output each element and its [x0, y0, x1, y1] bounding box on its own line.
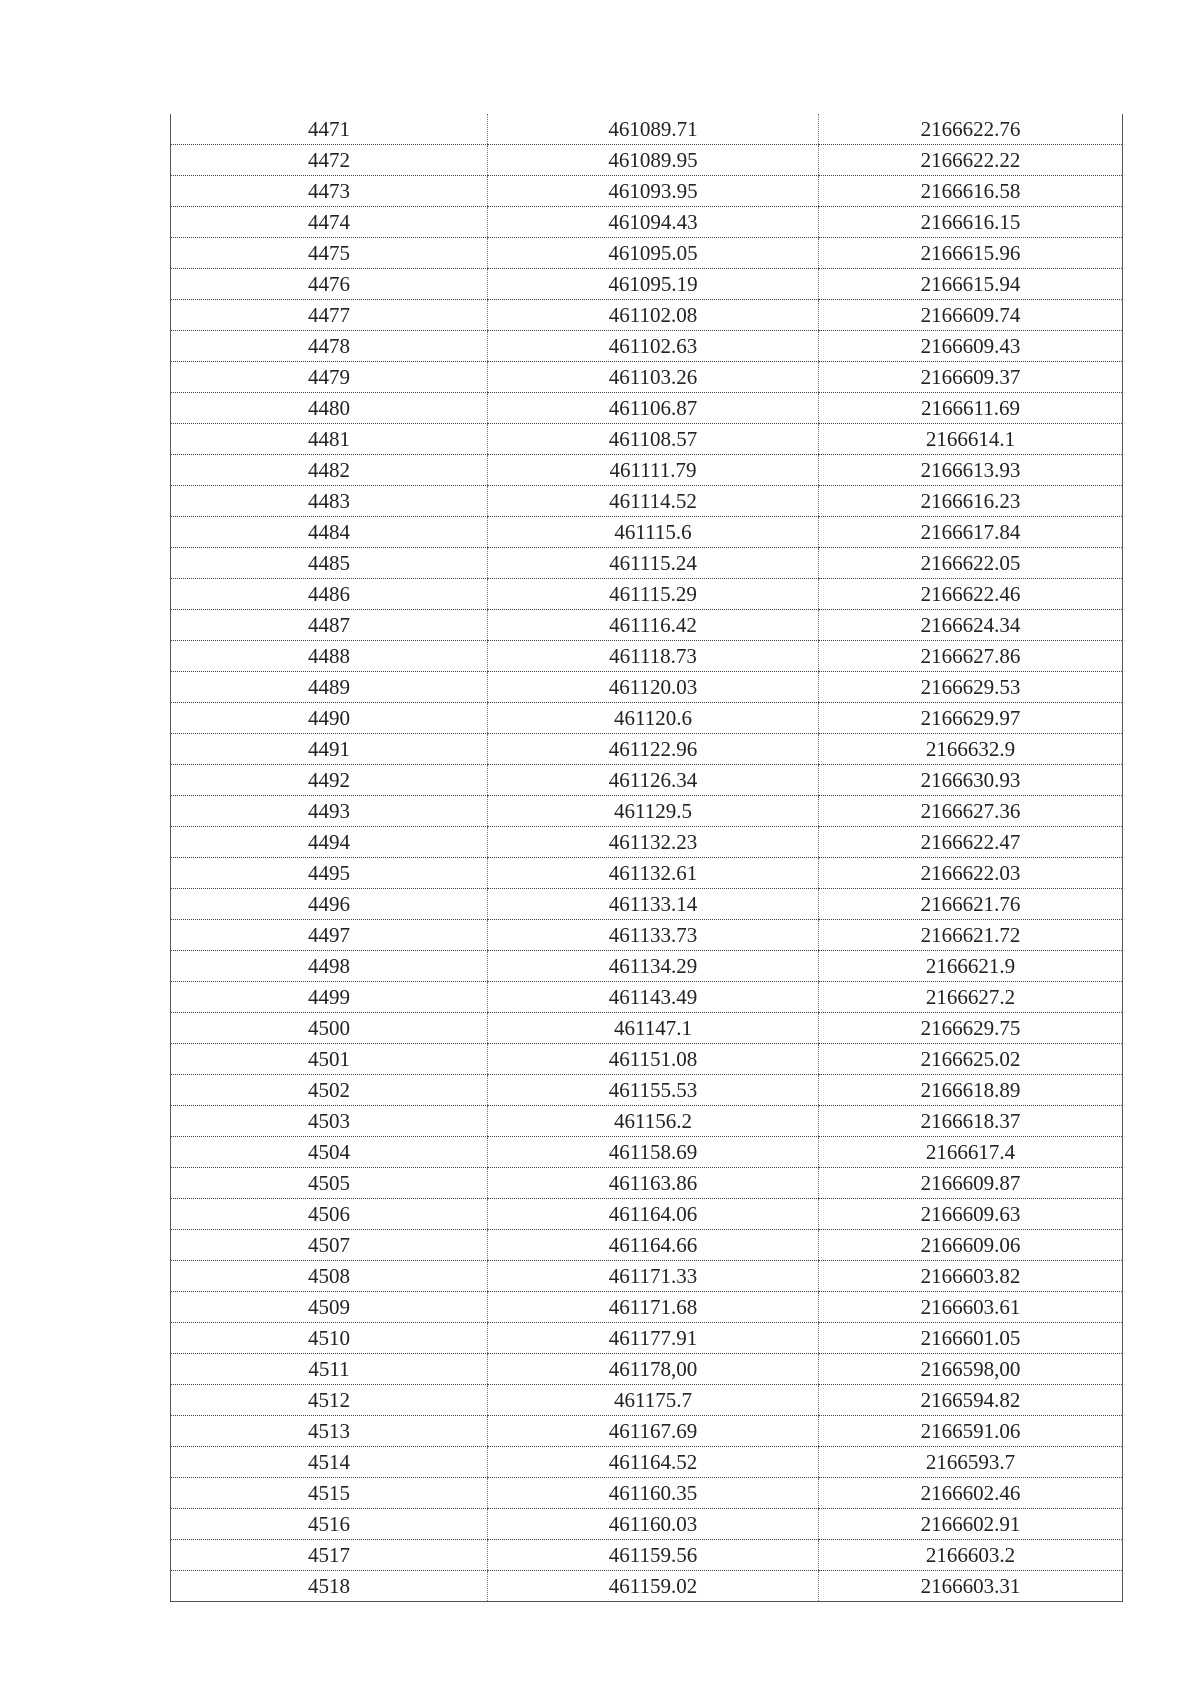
y-coordinate-cell: 2166603.61 — [819, 1292, 1123, 1323]
point-number-cell: 4494 — [171, 827, 488, 858]
x-coordinate-cell: 461093.95 — [488, 176, 819, 207]
y-coordinate-cell: 2166616.15 — [819, 207, 1123, 238]
y-coordinate-cell: 2166622.22 — [819, 145, 1123, 176]
table-row — [171, 1199, 1123, 1230]
point-number-cell: 4507 — [171, 1230, 488, 1261]
x-coordinate-cell: 461143.49 — [488, 982, 819, 1013]
x-coordinate-cell: 461133.14 — [488, 889, 819, 920]
point-number-cell: 4481 — [171, 424, 488, 455]
x-coordinate-cell: 461133.73 — [488, 920, 819, 951]
y-coordinate-cell: 2166622.03 — [819, 858, 1123, 889]
y-coordinate-cell: 2166609.87 — [819, 1168, 1123, 1199]
x-coordinate-cell: 461102.63 — [488, 331, 819, 362]
point-number-cell: 4474 — [171, 207, 488, 238]
y-coordinate-cell: 2166624.34 — [819, 610, 1123, 641]
table-row — [171, 734, 1123, 765]
x-coordinate-cell: 461167.69 — [488, 1416, 819, 1447]
point-number-cell: 4493 — [171, 796, 488, 827]
x-coordinate-cell: 461159.02 — [488, 1571, 819, 1602]
point-number-cell: 4486 — [171, 579, 488, 610]
table-row — [171, 207, 1123, 238]
point-number-cell: 4495 — [171, 858, 488, 889]
y-coordinate-cell: 2166614.1 — [819, 424, 1123, 455]
point-number-cell: 4480 — [171, 393, 488, 424]
x-coordinate-cell: 461158.69 — [488, 1137, 819, 1168]
y-coordinate-cell: 2166618.89 — [819, 1075, 1123, 1106]
x-coordinate-cell: 461156.2 — [488, 1106, 819, 1137]
point-number-cell: 4511 — [171, 1354, 488, 1385]
table-row — [171, 517, 1123, 548]
point-number-cell: 4509 — [171, 1292, 488, 1323]
x-coordinate-cell: 461155.53 — [488, 1075, 819, 1106]
point-number-cell: 4490 — [171, 703, 488, 734]
y-coordinate-cell: 2166616.58 — [819, 176, 1123, 207]
coordinates-table-body — [171, 114, 1123, 1602]
y-coordinate-cell: 2166609.74 — [819, 300, 1123, 331]
y-coordinate-cell: 2166622.05 — [819, 548, 1123, 579]
table-row — [171, 920, 1123, 951]
y-coordinate-cell: 2166629.53 — [819, 672, 1123, 703]
y-coordinate-cell: 2166602.46 — [819, 1478, 1123, 1509]
point-number-cell: 4498 — [171, 951, 488, 982]
table-row — [171, 1447, 1123, 1478]
point-number-cell: 4485 — [171, 548, 488, 579]
y-coordinate-cell: 2166615.96 — [819, 238, 1123, 269]
point-number-cell: 4512 — [171, 1385, 488, 1416]
table-row — [171, 610, 1123, 641]
table-row — [171, 765, 1123, 796]
table-row — [171, 238, 1123, 269]
x-coordinate-cell: 461095.05 — [488, 238, 819, 269]
point-number-cell: 4478 — [171, 331, 488, 362]
x-coordinate-cell: 461151.08 — [488, 1044, 819, 1075]
y-coordinate-cell: 2166609.63 — [819, 1199, 1123, 1230]
point-number-cell: 4501 — [171, 1044, 488, 1075]
point-number-cell: 4489 — [171, 672, 488, 703]
point-number-cell: 4513 — [171, 1416, 488, 1447]
x-coordinate-cell: 461164.66 — [488, 1230, 819, 1261]
x-coordinate-cell: 461116.42 — [488, 610, 819, 641]
x-coordinate-cell: 461134.29 — [488, 951, 819, 982]
x-coordinate-cell: 461095.19 — [488, 269, 819, 300]
x-coordinate-cell: 461164.52 — [488, 1447, 819, 1478]
table-row — [171, 269, 1123, 300]
point-number-cell: 4484 — [171, 517, 488, 548]
y-coordinate-cell: 2166609.43 — [819, 331, 1123, 362]
point-number-cell: 4497 — [171, 920, 488, 951]
y-coordinate-cell: 2166627.36 — [819, 796, 1123, 827]
point-number-cell: 4515 — [171, 1478, 488, 1509]
y-coordinate-cell: 2166591.06 — [819, 1416, 1123, 1447]
table-row — [171, 1261, 1123, 1292]
y-coordinate-cell: 2166593.7 — [819, 1447, 1123, 1478]
x-coordinate-cell: 461089.95 — [488, 145, 819, 176]
point-number-cell: 4488 — [171, 641, 488, 672]
table-row — [171, 641, 1123, 672]
y-coordinate-cell: 2166621.72 — [819, 920, 1123, 951]
y-coordinate-cell: 2166621.76 — [819, 889, 1123, 920]
x-coordinate-cell: 461103.26 — [488, 362, 819, 393]
x-coordinate-cell: 461163.86 — [488, 1168, 819, 1199]
x-coordinate-cell: 461160.03 — [488, 1509, 819, 1540]
table-row — [171, 703, 1123, 734]
x-coordinate-cell: 461089.71 — [488, 114, 819, 145]
table-row — [171, 486, 1123, 517]
y-coordinate-cell: 2166609.37 — [819, 362, 1123, 393]
point-number-cell: 4472 — [171, 145, 488, 176]
point-number-cell: 4492 — [171, 765, 488, 796]
point-number-cell: 4479 — [171, 362, 488, 393]
x-coordinate-cell: 461175.7 — [488, 1385, 819, 1416]
table-row — [171, 331, 1123, 362]
y-coordinate-cell: 2166601.05 — [819, 1323, 1123, 1354]
table-row — [171, 1385, 1123, 1416]
table-row — [171, 889, 1123, 920]
table-row — [171, 1509, 1123, 1540]
table-row — [171, 1323, 1123, 1354]
y-coordinate-cell: 2166629.75 — [819, 1013, 1123, 1044]
x-coordinate-cell: 461111.79 — [488, 455, 819, 486]
table-row — [171, 951, 1123, 982]
table-row — [171, 1416, 1123, 1447]
table-row — [171, 1354, 1123, 1385]
y-coordinate-cell: 2166618.37 — [819, 1106, 1123, 1137]
table-row — [171, 579, 1123, 610]
point-number-cell: 4504 — [171, 1137, 488, 1168]
y-coordinate-cell: 2166609.06 — [819, 1230, 1123, 1261]
y-coordinate-cell: 2166615.94 — [819, 269, 1123, 300]
y-coordinate-cell: 2166598,00 — [819, 1354, 1123, 1385]
table-row — [171, 1292, 1123, 1323]
table-row — [171, 1230, 1123, 1261]
point-number-cell: 4518 — [171, 1571, 488, 1602]
table-row — [171, 145, 1123, 176]
table-row — [171, 362, 1123, 393]
y-coordinate-cell: 2166602.91 — [819, 1509, 1123, 1540]
x-coordinate-cell: 461177.91 — [488, 1323, 819, 1354]
y-coordinate-cell: 2166603.31 — [819, 1571, 1123, 1602]
coordinates-table — [170, 114, 1123, 1602]
x-coordinate-cell: 461147.1 — [488, 1013, 819, 1044]
table-row — [171, 1106, 1123, 1137]
table-row — [171, 1013, 1123, 1044]
table-row — [171, 176, 1123, 207]
point-number-cell: 4487 — [171, 610, 488, 641]
y-coordinate-cell: 2166616.23 — [819, 486, 1123, 517]
y-coordinate-cell: 2166625.02 — [819, 1044, 1123, 1075]
point-number-cell: 4503 — [171, 1106, 488, 1137]
x-coordinate-cell: 461094.43 — [488, 207, 819, 238]
table-row — [171, 114, 1123, 145]
x-coordinate-cell: 461120.6 — [488, 703, 819, 734]
x-coordinate-cell: 461120.03 — [488, 672, 819, 703]
x-coordinate-cell: 461115.29 — [488, 579, 819, 610]
table-row — [171, 1540, 1123, 1571]
table-row — [171, 548, 1123, 579]
table-row — [171, 455, 1123, 486]
point-number-cell: 4516 — [171, 1509, 488, 1540]
point-number-cell: 4510 — [171, 1323, 488, 1354]
y-coordinate-cell: 2166617.84 — [819, 517, 1123, 548]
table-row — [171, 1478, 1123, 1509]
x-coordinate-cell: 461159.56 — [488, 1540, 819, 1571]
x-coordinate-cell: 461118.73 — [488, 641, 819, 672]
table-row — [171, 796, 1123, 827]
y-coordinate-cell: 2166629.97 — [819, 703, 1123, 734]
table-row — [171, 300, 1123, 331]
table-row — [171, 1168, 1123, 1199]
x-coordinate-cell: 461129.5 — [488, 796, 819, 827]
point-number-cell: 4473 — [171, 176, 488, 207]
table-row — [171, 1075, 1123, 1106]
table-row — [171, 424, 1123, 455]
point-number-cell: 4502 — [171, 1075, 488, 1106]
y-coordinate-cell: 2166603.2 — [819, 1540, 1123, 1571]
y-coordinate-cell: 2166627.86 — [819, 641, 1123, 672]
y-coordinate-cell: 2166622.47 — [819, 827, 1123, 858]
y-coordinate-cell: 2166630.93 — [819, 765, 1123, 796]
y-coordinate-cell: 2166622.46 — [819, 579, 1123, 610]
point-number-cell: 4475 — [171, 238, 488, 269]
point-number-cell: 4508 — [171, 1261, 488, 1292]
y-coordinate-cell: 2166627.2 — [819, 982, 1123, 1013]
table-row — [171, 858, 1123, 889]
point-number-cell: 4476 — [171, 269, 488, 300]
point-number-cell: 4499 — [171, 982, 488, 1013]
point-number-cell: 4496 — [171, 889, 488, 920]
point-number-cell: 4482 — [171, 455, 488, 486]
x-coordinate-cell: 461114.52 — [488, 486, 819, 517]
y-coordinate-cell: 2166613.93 — [819, 455, 1123, 486]
y-coordinate-cell: 2166632.9 — [819, 734, 1123, 765]
point-number-cell: 4477 — [171, 300, 488, 331]
point-number-cell: 4500 — [171, 1013, 488, 1044]
point-number-cell: 4491 — [171, 734, 488, 765]
y-coordinate-cell: 2166603.82 — [819, 1261, 1123, 1292]
table-row — [171, 1137, 1123, 1168]
point-number-cell: 4483 — [171, 486, 488, 517]
x-coordinate-cell: 461102.08 — [488, 300, 819, 331]
point-number-cell: 4506 — [171, 1199, 488, 1230]
table-row — [171, 393, 1123, 424]
table-row — [171, 1044, 1123, 1075]
x-coordinate-cell: 461126.34 — [488, 765, 819, 796]
point-number-cell: 4471 — [171, 114, 488, 145]
y-coordinate-cell: 2166594.82 — [819, 1385, 1123, 1416]
table-row — [171, 1571, 1123, 1602]
x-coordinate-cell: 461122.96 — [488, 734, 819, 765]
x-coordinate-cell: 461115.24 — [488, 548, 819, 579]
y-coordinate-cell: 2166621.9 — [819, 951, 1123, 982]
y-coordinate-cell: 2166617.4 — [819, 1137, 1123, 1168]
x-coordinate-cell: 461132.23 — [488, 827, 819, 858]
x-coordinate-cell: 461171.68 — [488, 1292, 819, 1323]
x-coordinate-cell: 461108.57 — [488, 424, 819, 455]
point-number-cell: 4517 — [171, 1540, 488, 1571]
x-coordinate-cell: 461171.33 — [488, 1261, 819, 1292]
x-coordinate-cell: 461115.6 — [488, 517, 819, 548]
table-row — [171, 982, 1123, 1013]
x-coordinate-cell: 461160.35 — [488, 1478, 819, 1509]
x-coordinate-cell: 461106.87 — [488, 393, 819, 424]
y-coordinate-cell: 2166622.76 — [819, 114, 1123, 145]
table-row — [171, 827, 1123, 858]
table-row — [171, 672, 1123, 703]
x-coordinate-cell: 461164.06 — [488, 1199, 819, 1230]
point-number-cell: 4505 — [171, 1168, 488, 1199]
x-coordinate-cell: 461132.61 — [488, 858, 819, 889]
y-coordinate-cell: 2166611.69 — [819, 393, 1123, 424]
point-number-cell: 4514 — [171, 1447, 488, 1478]
x-coordinate-cell: 461178,00 — [488, 1354, 819, 1385]
